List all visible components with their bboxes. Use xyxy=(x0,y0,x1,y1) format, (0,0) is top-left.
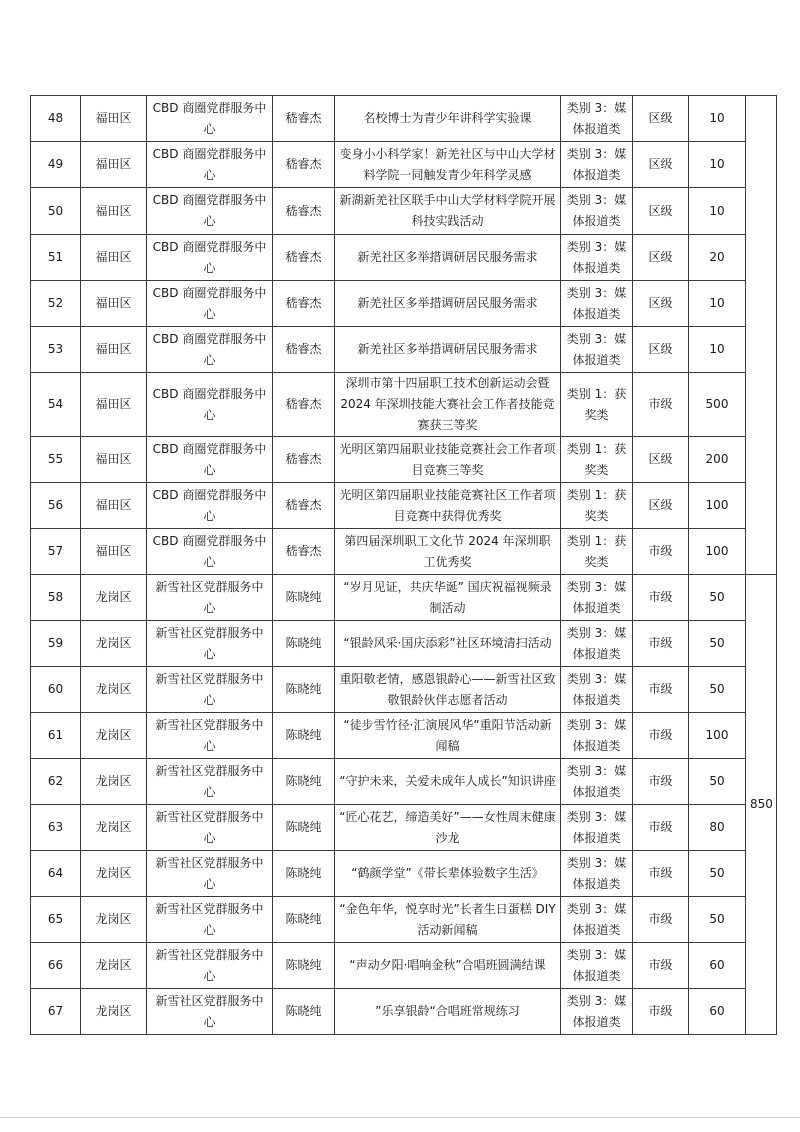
table-row xyxy=(31,373,777,437)
item-title-cell: 光明区第四届职业技能竞赛社区工作者项目竞赛中获得优秀奖 xyxy=(335,483,561,529)
category-cell: 类别 3：媒体报道类 xyxy=(561,989,633,1035)
level-cell: 区级 xyxy=(633,483,689,529)
item-title-cell: 光明区第四届职业技能竞赛社会工作者项目竞赛三等奖 xyxy=(335,437,561,483)
organization-cell: CBD 商圈党群服务中心 xyxy=(147,437,273,483)
amount-cell: 50 xyxy=(689,897,746,943)
category-cell: 类别 3：媒体报道类 xyxy=(561,96,633,142)
person-name-cell: 陈晓纯 xyxy=(273,575,335,621)
person-name-cell: 嵇睿杰 xyxy=(273,327,335,373)
row-number-cell: 54 xyxy=(31,373,81,437)
level-cell: 市级 xyxy=(633,373,689,437)
row-number-cell: 63 xyxy=(31,805,81,851)
row-number-cell: 56 xyxy=(31,483,81,529)
organization-cell: CBD 商圈党群服务中心 xyxy=(147,142,273,188)
category-cell: 类别 3：媒体报道类 xyxy=(561,713,633,759)
longgang-group-total-cell: 850 xyxy=(746,575,777,1035)
organization-cell: 新雪社区党群服务中心 xyxy=(147,575,273,621)
item-title-cell: 名校博士为青少年讲科学实验课 xyxy=(335,96,561,142)
level-cell: 市级 xyxy=(633,897,689,943)
amount-cell: 80 xyxy=(689,805,746,851)
organization-cell: 新雪社区党群服务中心 xyxy=(147,667,273,713)
category-cell: 类别 1：获奖类 xyxy=(561,373,633,437)
district-cell: 龙岗区 xyxy=(81,759,147,805)
level-cell: 区级 xyxy=(633,235,689,281)
level-cell: 市级 xyxy=(633,989,689,1035)
district-cell: 龙岗区 xyxy=(81,989,147,1035)
table-row xyxy=(31,805,777,851)
district-cell: 龙岗区 xyxy=(81,851,147,897)
amount-cell: 200 xyxy=(689,437,746,483)
amount-cell: 10 xyxy=(689,188,746,235)
district-cell: 龙岗区 xyxy=(81,897,147,943)
person-name-cell: 陈晓纯 xyxy=(273,897,335,943)
amount-cell: 10 xyxy=(689,96,746,142)
category-cell: 类别 3：媒体报道类 xyxy=(561,759,633,805)
district-cell: 福田区 xyxy=(81,373,147,437)
level-cell: 区级 xyxy=(633,281,689,327)
organization-cell: 新雪社区党群服务中心 xyxy=(147,897,273,943)
row-number-cell: 60 xyxy=(31,667,81,713)
person-name-cell: 嵇睿杰 xyxy=(273,529,335,575)
row-number-cell: 49 xyxy=(31,142,81,188)
item-title-cell: “守护未来，关爱未成年人成长”知识讲座 xyxy=(335,759,561,805)
district-cell: 福田区 xyxy=(81,142,147,188)
level-cell: 市级 xyxy=(633,943,689,989)
item-title-cell: “银龄风采·国庆添彩”社区环境清扫活动 xyxy=(335,621,561,667)
amount-cell: 50 xyxy=(689,621,746,667)
organization-cell: 新雪社区党群服务中心 xyxy=(147,851,273,897)
table-body xyxy=(31,96,777,1035)
amount-cell: 100 xyxy=(689,483,746,529)
row-number-cell: 67 xyxy=(31,989,81,1035)
amount-cell: 10 xyxy=(689,327,746,373)
category-cell: 类别 1：获奖类 xyxy=(561,437,633,483)
district-cell: 龙岗区 xyxy=(81,943,147,989)
level-cell: 市级 xyxy=(633,575,689,621)
row-number-cell: 50 xyxy=(31,188,81,235)
district-cell: 福田区 xyxy=(81,483,147,529)
table-row xyxy=(31,327,777,373)
amount-cell: 60 xyxy=(689,943,746,989)
table-row xyxy=(31,667,777,713)
organization-cell: 新雪社区党群服务中心 xyxy=(147,805,273,851)
person-name-cell: 陈晓纯 xyxy=(273,667,335,713)
item-title-cell: ”乐享银龄“合唱班常规练习 xyxy=(335,989,561,1035)
category-cell: 类别 3：媒体报道类 xyxy=(561,851,633,897)
row-number-cell: 55 xyxy=(31,437,81,483)
award-table-page xyxy=(30,95,776,1033)
category-cell: 类别 3：媒体报道类 xyxy=(561,805,633,851)
item-title-cell: 新湖新羌社区联手中山大学材料学院开展科技实践活动 xyxy=(335,188,561,235)
category-cell: 类别 3：媒体报道类 xyxy=(561,281,633,327)
category-cell: 类别 3：媒体报道类 xyxy=(561,327,633,373)
category-cell: 类别 3：媒体报道类 xyxy=(561,142,633,188)
organization-cell: CBD 商圈党群服务中心 xyxy=(147,373,273,437)
row-number-cell: 66 xyxy=(31,943,81,989)
row-number-cell: 59 xyxy=(31,621,81,667)
organization-cell: 新雪社区党群服务中心 xyxy=(147,943,273,989)
amount-cell: 500 xyxy=(689,373,746,437)
row-number-cell: 48 xyxy=(31,96,81,142)
amount-cell: 50 xyxy=(689,851,746,897)
level-cell: 市级 xyxy=(633,713,689,759)
category-cell: 类别 3：媒体报道类 xyxy=(561,943,633,989)
row-number-cell: 65 xyxy=(31,897,81,943)
table-row xyxy=(31,437,777,483)
table-row xyxy=(31,96,777,142)
organization-cell: CBD 商圈党群服务中心 xyxy=(147,235,273,281)
category-cell: 类别 3：媒体报道类 xyxy=(561,621,633,667)
level-cell: 区级 xyxy=(633,327,689,373)
row-number-cell: 61 xyxy=(31,713,81,759)
district-cell: 龙岗区 xyxy=(81,667,147,713)
organization-cell: CBD 商圈党群服务中心 xyxy=(147,483,273,529)
organization-cell: CBD 商圈党群服务中心 xyxy=(147,188,273,235)
organization-cell: CBD 商圈党群服务中心 xyxy=(147,96,273,142)
item-title-cell: 新羌社区多举措调研居民服务需求 xyxy=(335,235,561,281)
level-cell: 市级 xyxy=(633,851,689,897)
level-cell: 市级 xyxy=(633,805,689,851)
amount-cell: 100 xyxy=(689,529,746,575)
organization-cell: CBD 商圈党群服务中心 xyxy=(147,327,273,373)
item-title-cell: 深圳市第十四届职工技术创新运动会暨 2024 年深圳技能大赛社会工作者技能竞赛获三等奖 xyxy=(335,373,561,437)
level-cell: 区级 xyxy=(633,142,689,188)
table-row xyxy=(31,529,777,575)
organization-cell: 新雪社区党群服务中心 xyxy=(147,989,273,1035)
item-title-cell: 新羌社区多举措调研居民服务需求 xyxy=(335,281,561,327)
organization-cell: 新雪社区党群服务中心 xyxy=(147,713,273,759)
level-cell: 市级 xyxy=(633,529,689,575)
organization-cell: CBD 商圈党群服务中心 xyxy=(147,529,273,575)
district-cell: 福田区 xyxy=(81,96,147,142)
person-name-cell: 嵇睿杰 xyxy=(273,437,335,483)
person-name-cell: 陈晓纯 xyxy=(273,989,335,1035)
row-number-cell: 58 xyxy=(31,575,81,621)
district-cell: 龙岗区 xyxy=(81,805,147,851)
person-name-cell: 嵇睿杰 xyxy=(273,235,335,281)
organization-cell: CBD 商圈党群服务中心 xyxy=(147,281,273,327)
district-cell: 福田区 xyxy=(81,529,147,575)
row-number-cell: 51 xyxy=(31,235,81,281)
row-number-cell: 57 xyxy=(31,529,81,575)
table-row xyxy=(31,483,777,529)
district-cell: 龙岗区 xyxy=(81,621,147,667)
page-bottom-rule xyxy=(0,1117,800,1118)
table-row xyxy=(31,281,777,327)
organization-cell: 新雪社区党群服务中心 xyxy=(147,621,273,667)
person-name-cell: 陈晓纯 xyxy=(273,621,335,667)
district-cell: 福田区 xyxy=(81,235,147,281)
level-cell: 区级 xyxy=(633,437,689,483)
table-row xyxy=(31,897,777,943)
row-number-cell: 62 xyxy=(31,759,81,805)
district-cell: 龙岗区 xyxy=(81,575,147,621)
table-row xyxy=(31,235,777,281)
amount-cell: 100 xyxy=(689,713,746,759)
category-cell: 类别 3：媒体报道类 xyxy=(561,188,633,235)
person-name-cell: 陈晓纯 xyxy=(273,805,335,851)
person-name-cell: 陈晓纯 xyxy=(273,759,335,805)
table-row xyxy=(31,989,777,1035)
level-cell: 区级 xyxy=(633,188,689,235)
row-number-cell: 53 xyxy=(31,327,81,373)
district-cell: 福田区 xyxy=(81,327,147,373)
person-name-cell: 嵇睿杰 xyxy=(273,188,335,235)
district-cell: 福田区 xyxy=(81,188,147,235)
row-number-cell: 52 xyxy=(31,281,81,327)
district-cell: 福田区 xyxy=(81,437,147,483)
district-cell: 福田区 xyxy=(81,281,147,327)
table-row xyxy=(31,943,777,989)
category-cell: 类别 3：媒体报道类 xyxy=(561,667,633,713)
amount-cell: 50 xyxy=(689,575,746,621)
row-number-cell: 64 xyxy=(31,851,81,897)
amount-cell: 20 xyxy=(689,235,746,281)
item-title-cell: “金色年华，悦享时光”长者生日蛋糕 DIY 活动新闻稿 xyxy=(335,897,561,943)
level-cell: 区级 xyxy=(633,96,689,142)
award-table xyxy=(30,95,777,1035)
category-cell: 类别 1：获奖类 xyxy=(561,529,633,575)
amount-cell: 50 xyxy=(689,667,746,713)
item-title-cell: “岁月见证，共庆华诞” 国庆祝福视频录制活动 xyxy=(335,575,561,621)
person-name-cell: 嵇睿杰 xyxy=(273,96,335,142)
person-name-cell: 陈晓纯 xyxy=(273,943,335,989)
person-name-cell: 嵇睿杰 xyxy=(273,142,335,188)
item-title-cell: 重阳敬老情，感恩银龄心——新雪社区致敬银龄伙伴志愿者活动 xyxy=(335,667,561,713)
person-name-cell: 嵇睿杰 xyxy=(273,483,335,529)
table-row xyxy=(31,575,777,621)
person-name-cell: 嵇睿杰 xyxy=(273,281,335,327)
futian-group-total-cell xyxy=(746,96,777,575)
category-cell: 类别 3：媒体报道类 xyxy=(561,575,633,621)
item-title-cell: 第四届深圳职工文化节 2024 年深圳职工优秀奖 xyxy=(335,529,561,575)
amount-cell: 50 xyxy=(689,759,746,805)
person-name-cell: 陈晓纯 xyxy=(273,851,335,897)
item-title-cell: “声动夕阳·唱响金秋”合唱班圆满结课 xyxy=(335,943,561,989)
district-cell: 龙岗区 xyxy=(81,713,147,759)
person-name-cell: 嵇睿杰 xyxy=(273,373,335,437)
amount-cell: 10 xyxy=(689,281,746,327)
person-name-cell: 陈晓纯 xyxy=(273,713,335,759)
table-row xyxy=(31,621,777,667)
table-row xyxy=(31,188,777,235)
item-title-cell: 变身小小科学家！新羌社区与中山大学材料学院一同触发青少年科学灵感 xyxy=(335,142,561,188)
amount-cell: 10 xyxy=(689,142,746,188)
category-cell: 类别 1：获奖类 xyxy=(561,483,633,529)
item-title-cell: “匠心花艺，缔造美好”——女性周末健康沙龙 xyxy=(335,805,561,851)
level-cell: 市级 xyxy=(633,621,689,667)
organization-cell: 新雪社区党群服务中心 xyxy=(147,759,273,805)
table-row xyxy=(31,142,777,188)
level-cell: 市级 xyxy=(633,667,689,713)
category-cell: 类别 3：媒体报道类 xyxy=(561,897,633,943)
amount-cell: 60 xyxy=(689,989,746,1035)
level-cell: 市级 xyxy=(633,759,689,805)
category-cell: 类别 3：媒体报道类 xyxy=(561,235,633,281)
table-row xyxy=(31,759,777,805)
item-title-cell: “徒步雪竹径·汇演展风华”重阳节活动新闻稿 xyxy=(335,713,561,759)
table-row xyxy=(31,713,777,759)
table-row xyxy=(31,851,777,897)
item-title-cell: 新羌社区多举措调研居民服务需求 xyxy=(335,327,561,373)
item-title-cell: “鹤颜学堂”《带长辈体验数字生活》 xyxy=(335,851,561,897)
